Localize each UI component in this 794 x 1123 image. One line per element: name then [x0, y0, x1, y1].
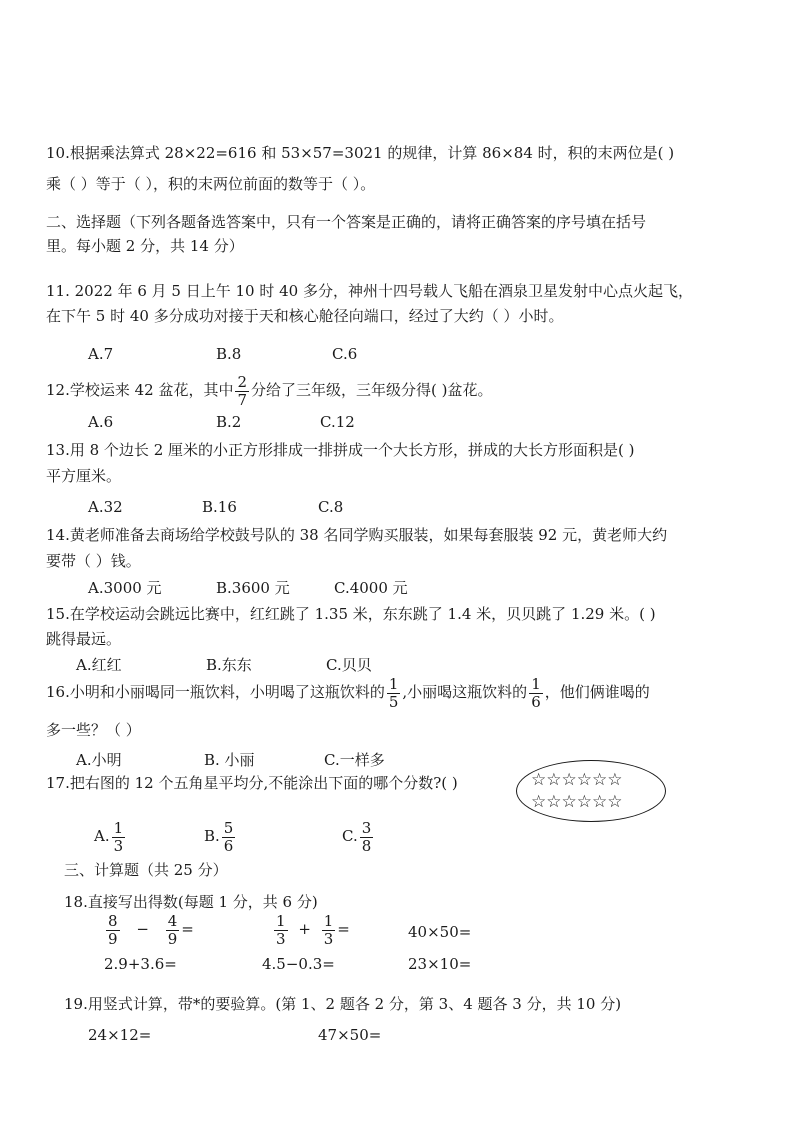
- q12-fraction-numerator: 2: [237, 372, 248, 391]
- q17-option-c-label: C.: [342, 827, 358, 845]
- q18-expr-1-operator: −: [136, 920, 149, 938]
- q18-expr-2-num-1: 1: [276, 911, 286, 930]
- q12-option-c: C.12: [320, 413, 355, 431]
- q12-question: [46, 368, 493, 412]
- q18-expr-2-equals: =: [337, 920, 350, 938]
- q11-option-a: A.7: [88, 345, 114, 363]
- q18-expr-2-operator: +: [298, 920, 311, 938]
- q18-expr-2: [272, 908, 350, 950]
- q13-option-a: A.32: [88, 498, 123, 516]
- q18-expr-2-den-1: 3: [276, 929, 286, 948]
- q14-line1: 14.黄老师准备去商场给学校鼓号队的 38 名同学购买服装，如果每套服装 92 元，黄老师大约: [46, 526, 668, 544]
- q17-option-c-numerator: 3: [361, 818, 372, 837]
- q10-line2: 乘（ ）等于（ ），积的末两位前面的数等于（ ）。: [46, 175, 376, 193]
- q10-line1: 10.根据乘法算式 28×22=616 和 53×57=3021 的规律，计算 86×84 时，积的末两位是( ): [46, 144, 675, 162]
- q16-option-a: A.小明: [76, 751, 122, 769]
- q16-line1: [46, 668, 650, 716]
- q15-option-a: A.红红: [76, 656, 122, 674]
- q13-line2: 平方厘米。: [46, 467, 122, 485]
- q14-option-a: A.3000 元: [88, 579, 162, 597]
- q12-fraction: [235, 374, 249, 409]
- q16-fraction-2: [529, 676, 543, 711]
- q14-option-b: B.3600 元: [216, 579, 290, 597]
- q17-option-b-numerator: 5: [223, 818, 234, 837]
- q18-expr-1: [104, 908, 194, 950]
- stars-row-2: ☆☆☆☆☆☆: [531, 792, 623, 812]
- q19-expr-2: 47×50=: [318, 1026, 382, 1044]
- q11-line1: 11. 2022 年 6 月 5 日上午 10 时 40 多分，神州十四号载人飞船在酒泉卫星发射中心点火起飞，: [46, 282, 693, 300]
- q17-option-a-numerator: 1: [113, 818, 124, 837]
- q17-option-a-label: A.: [94, 827, 110, 845]
- q19-title: 19.用竖式计算，带*的要验算。(第 1、2 题各 2 分，第 3、4 题各 3 分，共 10 分): [64, 995, 622, 1013]
- q18-expr-2-den-2: 3: [323, 929, 334, 948]
- q16-text-pre: 16.小明和小丽喝同一瓶饮料，小明喝了这瓶饮料的: [46, 683, 385, 701]
- q18-expr-1-den-1: 9: [108, 929, 118, 948]
- q18-expr-1-frac-2: [166, 913, 180, 948]
- q12-option-b: B.2: [216, 413, 242, 431]
- q11-option-c: C.6: [332, 345, 358, 363]
- section3-heading: 三、计算题（共 25 分）: [64, 861, 228, 879]
- q18-expr-1-equals: =: [181, 920, 194, 938]
- q17-option-c-denominator: 8: [361, 836, 372, 855]
- q18-expr-2-num-2: 1: [323, 911, 334, 930]
- q17-option-b-denominator: 6: [223, 836, 234, 855]
- q17-option-b: [204, 816, 237, 856]
- q13-line1: 13.用 8 个边长 2 厘米的小正方形排成一排拼成一个大长方形，拼成的大长方形面积是( ): [46, 441, 635, 459]
- q17-option-c: [342, 816, 375, 856]
- q18-expr-1-num-1: 8: [108, 911, 118, 930]
- q14-option-c: C.4000 元: [334, 579, 408, 597]
- q18-expr-6: 23×10=: [408, 955, 472, 973]
- q15-option-c: C.贝贝: [326, 656, 372, 674]
- q17-option-c-fraction: [360, 820, 374, 855]
- q18-expr-1-den-2: 9: [167, 929, 178, 948]
- q16-fraction-1: [387, 676, 401, 711]
- q16-text-post: ，他们俩谁喝的: [544, 683, 650, 701]
- q18-expr-1-frac-1: [106, 913, 120, 948]
- q19-expr-1: 24×12=: [88, 1026, 152, 1044]
- q15-line2: 跳得最远。: [46, 630, 122, 648]
- q18-expr-3: 40×50=: [408, 923, 472, 941]
- stars-row-1: ☆☆☆☆☆☆: [531, 770, 623, 790]
- q15-option-b: B.东东: [206, 656, 252, 674]
- q17-option-a-fraction: [112, 820, 126, 855]
- q16-option-c: C.一样多: [324, 751, 385, 769]
- q12-text-post: 分给了三年级，三年级分得( )盆花。: [251, 381, 493, 399]
- q18-expr-5: 4.5−0.3=: [262, 955, 335, 973]
- q13-option-c: C.8: [318, 498, 344, 516]
- section2-heading-line2: 里。每小题 2 分，共 14 分）: [46, 237, 244, 255]
- q17-line1: 17.把右图的 12 个五角星平均分,不能涂出下面的哪个分数?( ): [46, 774, 458, 792]
- q17-option-b-fraction: [222, 820, 236, 855]
- section2-heading-line1: 二、选择题（下列各题备选答案中，只有一个答案是正确的，请将正确答案的序号填在括号: [46, 213, 647, 231]
- q18-title: 18.直接写出得数(每题 1 分，共 6 分): [64, 893, 318, 911]
- q13-option-b: B.16: [202, 498, 237, 516]
- q12-fraction-denominator: 7: [237, 390, 248, 409]
- q18-expr-1-num-2: 4: [167, 911, 178, 930]
- q16-fraction-1-numerator: 1: [388, 674, 399, 693]
- q17-option-a-denominator: 3: [113, 836, 124, 855]
- q18-expr-4: 2.9+3.6=: [104, 955, 177, 973]
- q16-fraction-2-denominator: 6: [531, 692, 541, 711]
- q16-fraction-2-numerator: 1: [531, 674, 541, 693]
- q12-text-pre: 12.学校运来 42 盆花，其中: [46, 381, 234, 399]
- q18-expr-2-frac-1: [274, 913, 288, 948]
- q15-line1: 15.在学校运动会跳远比赛中，红红跳了 1.35 米，东东跳了 1.4 米，贝贝跳了 1.29 米。( ): [46, 605, 656, 623]
- q16-fraction-1-denominator: 5: [388, 692, 399, 711]
- q12-option-a: A.6: [88, 413, 114, 431]
- q17-option-b-label: B.: [204, 827, 220, 845]
- q16-option-b: B. 小丽: [204, 751, 255, 769]
- q16-text-mid: ,小丽喝这瓶饮料的: [402, 683, 528, 701]
- q11-option-b: B.8: [216, 345, 242, 363]
- q18-expr-2-frac-2: [322, 913, 336, 948]
- q14-line2: 要带（ ）钱。: [46, 552, 141, 570]
- q11-line2: 在下午 5 时 40 多分成功对接于天和核心舱径向端口，经过了大约（ ）小时。: [46, 307, 564, 325]
- star-figure-ellipse: [516, 760, 666, 822]
- q17-option-a: [94, 816, 127, 856]
- q16-line2: 多一些？（ ）: [46, 721, 141, 739]
